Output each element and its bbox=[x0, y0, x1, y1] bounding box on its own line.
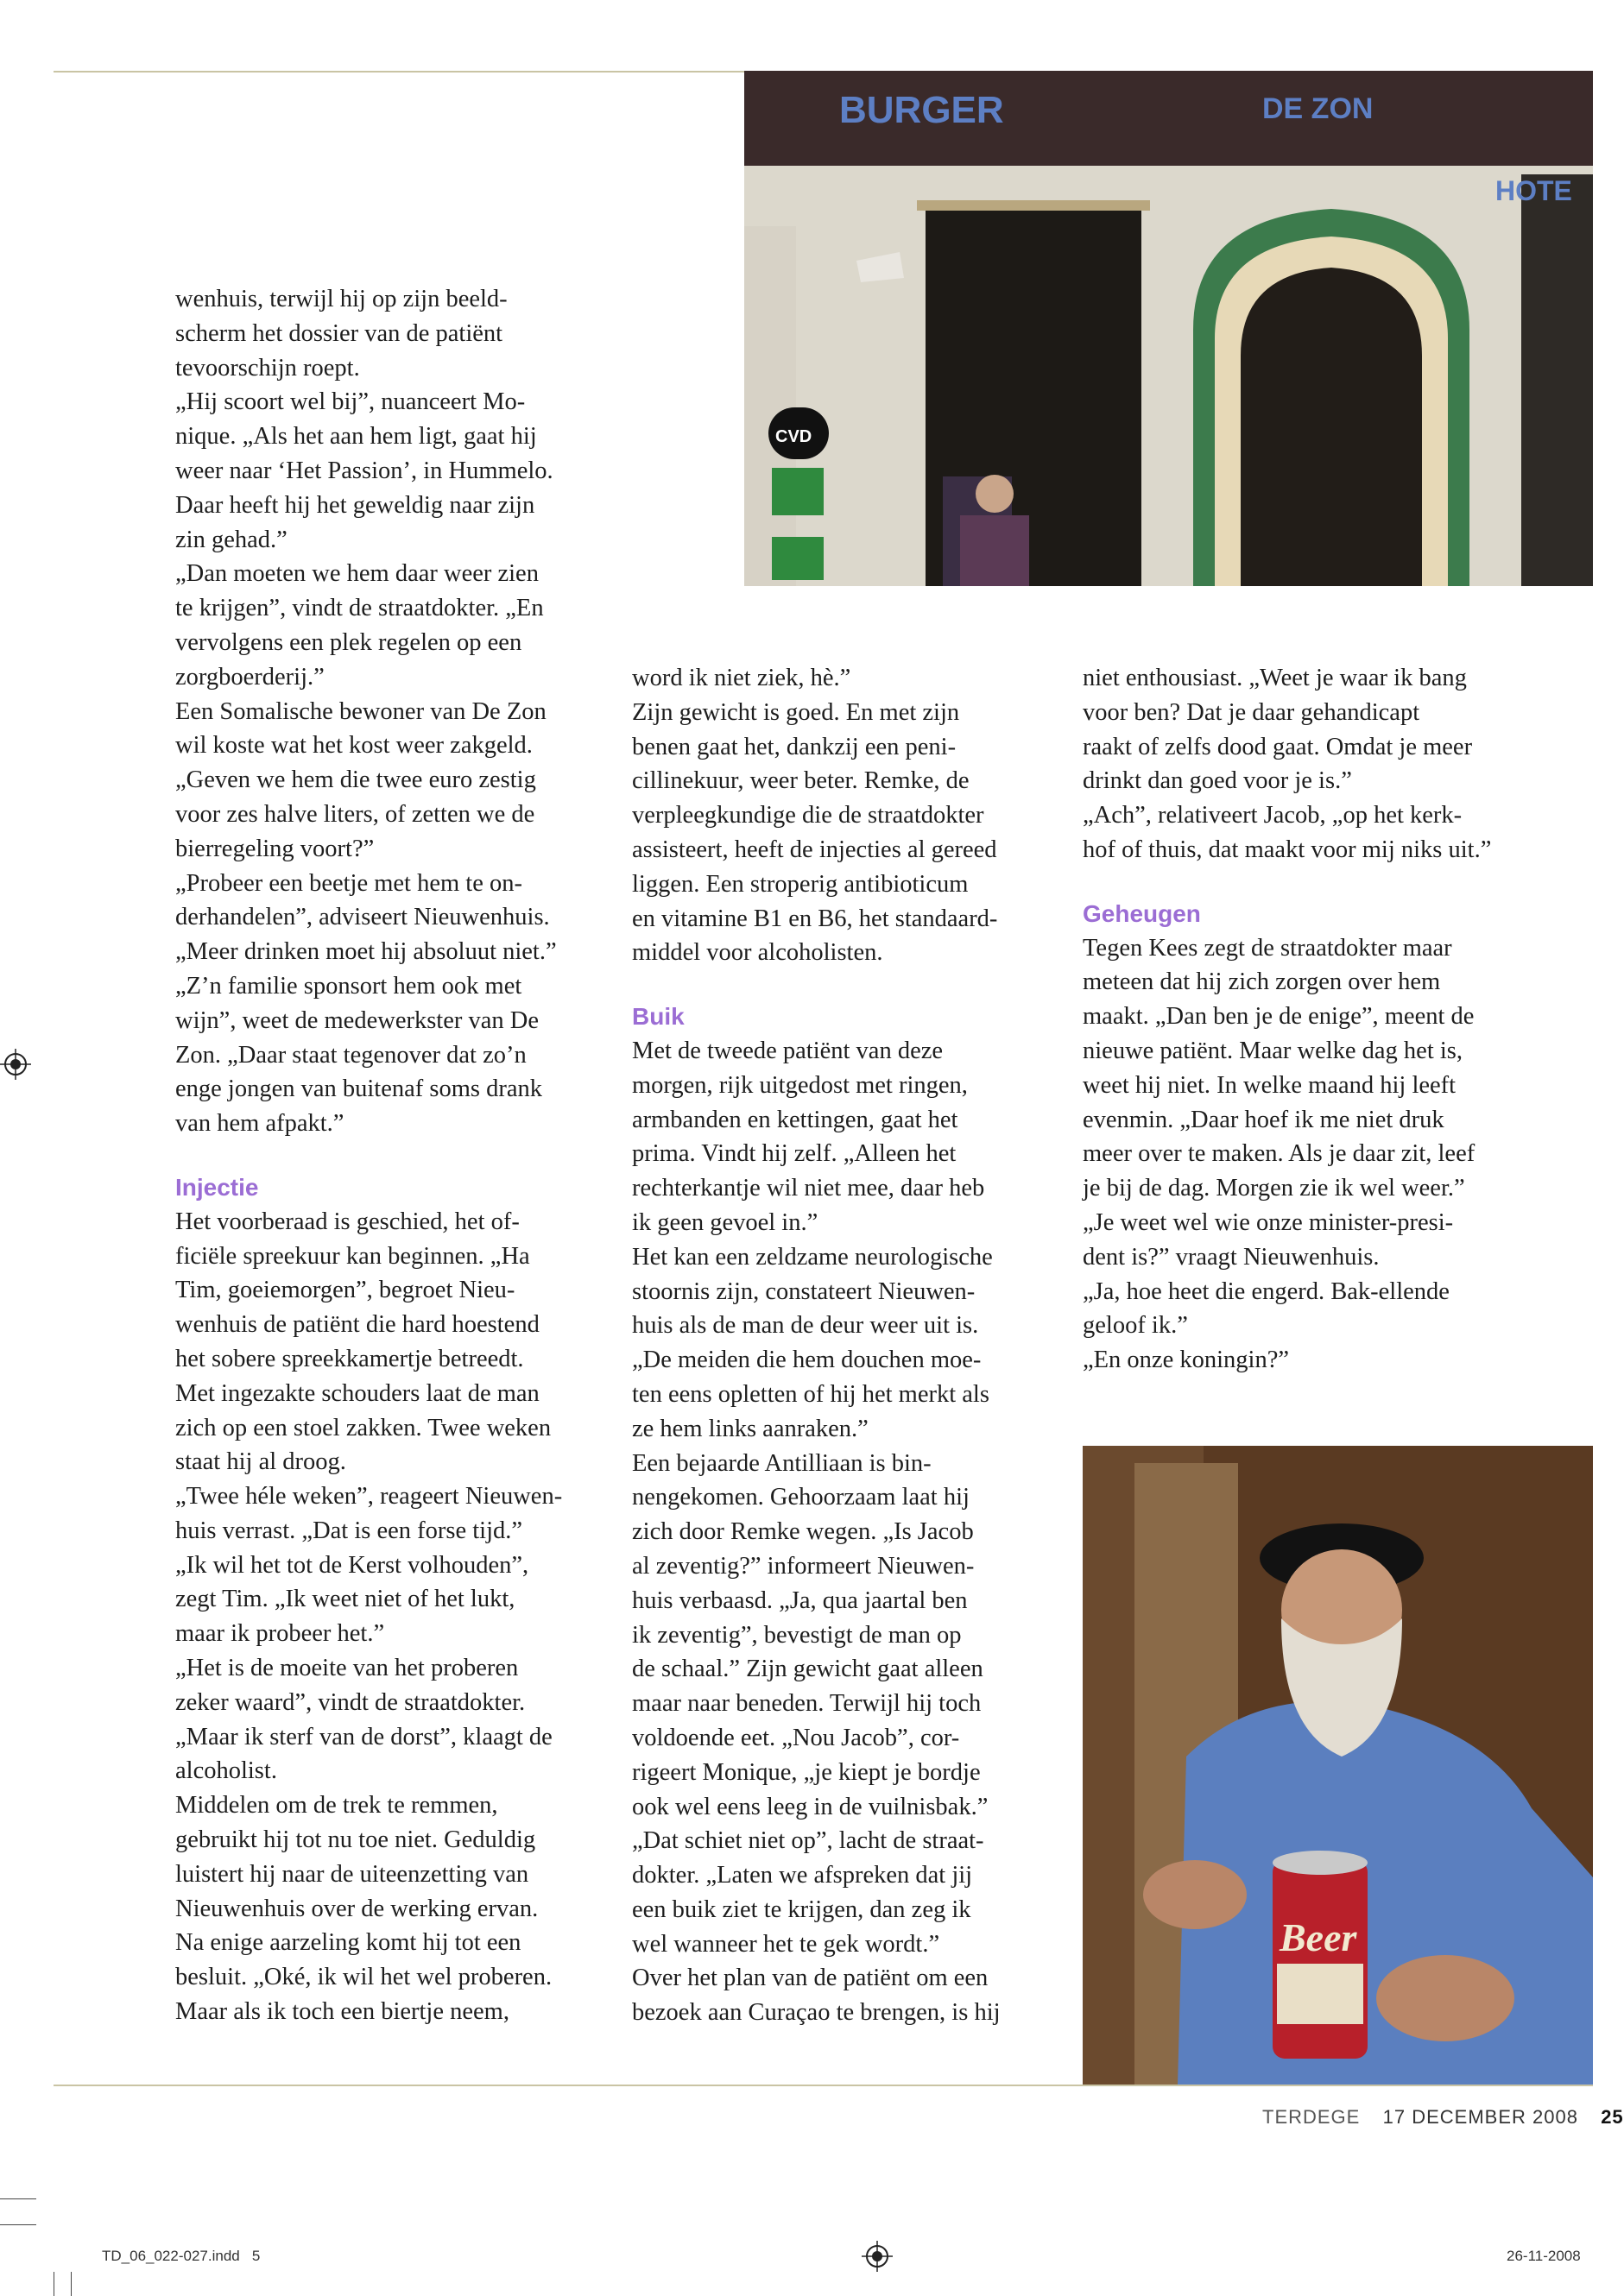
top-rule bbox=[54, 71, 744, 73]
registration-mark-icon bbox=[0, 1049, 31, 1080]
paragraph: Met de tweede patiënt van deze morgen, rijk uitgedost met ringen, armbanden en kettingen, gaat het prima. Vindt hij zelf. „Alleen het rechterkantje wil niet mee, daar heb ik geen gevoel in.” Het kan een zeldzame neurologische stoornis zijn, constateert Nieuwen- huis als de man de deur weer uit is. „De meiden die hem douchen moe- ten eens opletten of hij het merkt als ze hem links aanraken.” Een bejaarde Antilliaan is bin- nengekomen. Gehoorzaam laat hij zich door Remke wegen. „Is Jacob al zeventig?” informeert Nieuwen- huis verbaasd. „Ja, qua jaartal ben ik zeventig”, bevestigt de man op de schaal.” Zijn gewicht gaat alleen maar naar beneden. Terwijl hij toch voldoende eet. „Nou Jacob”, cor- rigeert Monique, „je kiept je bordje ook wel eens leeg in de vuilnisbak.” „Dat schiet niet op”, lacht de straat- dokter. „Laten we afspreken dat jij een buik ziet te krijgen, dan zeg ik wel wanneer het te gek wordt.” Over het plan van de patiënt om een bezoek aan Curaçao te brengen, is hij bbox=[632, 1037, 1001, 2027]
slug-date: 26-11-2008 bbox=[1507, 2248, 1581, 2264]
sign-de-zon: DE ZON bbox=[1262, 92, 1374, 125]
footer-line bbox=[1262, 2106, 1624, 2129]
footer-date: 17 DECEMBER 2008 bbox=[1382, 2106, 1578, 2128]
footer-page-number: 25 bbox=[1601, 2106, 1624, 2128]
registration-mark-icon bbox=[862, 2241, 893, 2272]
crop-mark bbox=[0, 2198, 36, 2199]
section-heading-buik: Buik bbox=[632, 1003, 685, 1031]
section-heading-injectie: Injectie bbox=[175, 1173, 259, 1201]
text-column-2 bbox=[632, 661, 1064, 2030]
paragraph: Het voorberaad is geschied, het of- ficiële spreekuur kan beginnen. „Ha Tim, goeiemorgen”, begroet Nieu- wenhuis de patiënt die hard hoestend het sobere spreekkamertje betreedt. Met ingezakte schouders laat de man zich op een stoel zakken. Twee weken staat hij al droog. „Twee héle weken”, reageert Nieuwen- huis verrast. „Dat is een forse tijd.” „Ik wil het tot de Kerst volhouden”, zegt Tim. „Ik weet niet of het lukt, maar ik probeer het.” „Het is de moeite van het proberen zeker waard”, vindt de straatdokter. „Maar ik sterf van de dorst”, klaagt de alcoholist. Middelen om de trek te remmen, gebruikt hij tot nu toe niet. Geduldig luistert hij naar de uiteenzetting van Nieuwenhuis over de werking ervan. Na enige aarzeling komt hij tot een besluit. „Oké, ik wil het wel proberen. Maar als ik toch een biertje neem, bbox=[175, 1208, 563, 2026]
paragraph: niet enthousiast. „Weet je waar ik bang voor ben? Dat je daar gehandicapt raakt of zelfs dood gaat. Omdat je meer drinkt dan goed voor je is.” „Ach”, relativeert Jacob, „op het kerk- hof of thuis, dat maakt voor mij niks uit.” bbox=[1083, 665, 1492, 863]
photo-man-with-beer bbox=[1083, 1446, 1593, 2085]
text-column-3 bbox=[1083, 661, 1583, 1378]
text-column-1 bbox=[175, 282, 611, 2029]
crop-mark bbox=[71, 2272, 72, 2296]
slug-filename: TD_06_022-027.indd 5 bbox=[102, 2248, 261, 2264]
paragraph: wenhuis, terwijl hij op zijn beeld- scherm het dossier van de patiënt tevoorschijn roept. „Hij scoort wel bij”, nuanceert Mo- nique. „Als het aan hem ligt, gaat hij weer naar ‘Het Passion’, in Hummelo. Daar heeft hij het geweldig naar zijn zin gehad.” „Dan moeten we hem daar weer zien te krijgen”, vindt de straatdokter. „En vervolgens een plek regelen op een zorgboerderij.” Een Somalische bewoner van De Zon wil koste wat het kost weer zakgeld. „Geven we hem die twee euro zestig voor zes halve liters, of zetten we de bierregeling voort?” „Probeer een beetje met hem te on- derhandelen”, adviseert Nieuwenhuis. „Meer drinken moet hij absoluut niet.” „Z’n familie sponsort hem ook met wijn”, weet de medewerkster van De Zon. „Daar staat tegenover dat zo’n enge jongen van buitenaf soms drank van hem afpakt.” bbox=[175, 286, 557, 1138]
paragraph: Tegen Kees zegt de straatdokter maar meteen dat hij zich zorgen over hem maakt. „Dan ben je de enige”, meent de nieuwe patiënt. Maar welke dag het is, weet hij niet. In welke maand hij leeft evenmin. „Daar hoef ik me niet druk meer over te maken. Als je daar zit, leef je bij de dag. Morgen zie ik wel weer.” „Je weet wel wie onze minister-presi- dent is?” vraagt Nieuwenhuis. „Ja, hoe heet die engerd. Bak-ellende geloof ik.” „En onze koningin?” bbox=[1083, 934, 1476, 1374]
facade-illustration bbox=[744, 71, 1593, 586]
portrait-illustration bbox=[1083, 1446, 1593, 2085]
sign-cvd: CVD bbox=[775, 427, 812, 446]
footer-magazine: TERDEGE bbox=[1262, 2106, 1361, 2128]
crop-mark bbox=[0, 2224, 36, 2225]
section-heading-geheugen: Geheugen bbox=[1083, 899, 1201, 927]
bottom-rule bbox=[54, 2085, 1593, 2086]
paragraph: word ik niet ziek, hè.” Zijn gewicht is goed. En met zijn benen gaat het, dankzij een peni- cillinekuur, weer beter. Remke, de verpleegkundige die de straatdokter assisteert, heeft de injecties al gereed liggen. Een stroperig antibioticum en vitamine B1 en B6, het standaard- middel voor alcoholisten. bbox=[632, 665, 998, 967]
photo-hotel-de-zon bbox=[744, 71, 1593, 586]
beer-can-label: Beer bbox=[1280, 1915, 1357, 1959]
sign-burger: BURGER bbox=[839, 89, 1004, 131]
sign-hotel: HOTE bbox=[1495, 175, 1572, 206]
